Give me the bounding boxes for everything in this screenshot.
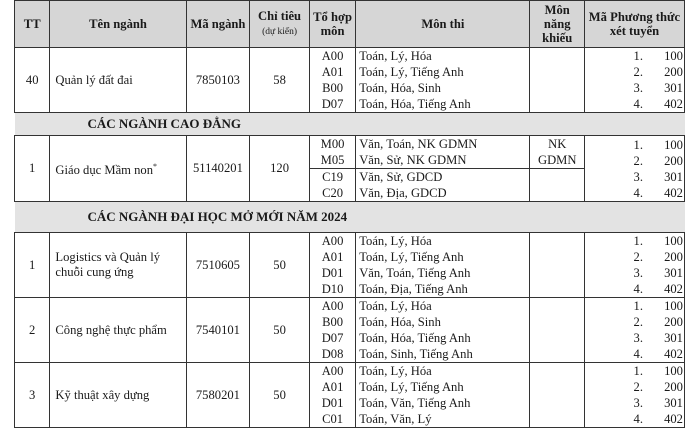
row-combo-subjects: Văn, Toán, NK GDMN Văn, Sử, NK GDMN Văn, Sử, GDCD Văn, Địa, GDCD — [356, 136, 530, 202]
admission-table — [14, 0, 685, 428]
row-combo-codes: A00 A01 D01 D10 — [309, 233, 355, 298]
row-major-name: Kỹ thuật xây dựng — [50, 363, 186, 428]
row-aptitude — [530, 298, 585, 363]
header-mon-thi: Môn thi — [356, 1, 530, 48]
row-quota: 120 — [250, 136, 310, 202]
row-tt: 3 — [15, 363, 50, 428]
header-mon-nang-khieu: Môn năng khiếu — [530, 1, 585, 48]
table-row — [15, 136, 685, 202]
row-combo-subjects: Toán, Lý, Hóa Toán, Lý, Tiếng Anh Toán, Văn, Tiếng Anh Toán, Văn, Lý — [356, 363, 530, 428]
row-aptitude — [530, 233, 585, 298]
row-combo-subjects: Toán, Lý, Hóa Toán, Lý, Tiếng Anh Văn, Toán, Tiếng Anh Toán, Địa, Tiếng Anh — [356, 233, 530, 298]
row-methods: 1. 100 2. 200 3. 301 4. 402 — [584, 233, 684, 298]
header-ma-nganh: Mã ngành — [186, 1, 250, 48]
row-major-code: 7850103 — [186, 48, 250, 113]
row-aptitude — [530, 363, 585, 428]
section-title: CÁC NGÀNH CAO ĐẲNG — [15, 113, 685, 136]
header-to-hop: Tổ hợp môn — [309, 1, 355, 48]
row-combo-codes: A00 A01 D01 C01 — [309, 363, 355, 428]
row-major-code: 7540101 — [186, 298, 250, 363]
row-major-code: 51140201 — [186, 136, 250, 202]
section-row-cao-dang — [15, 113, 685, 136]
row-tt: 2 — [15, 298, 50, 363]
table-row — [15, 48, 685, 113]
row-major-code: 7580201 — [186, 363, 250, 428]
header-row — [15, 1, 685, 48]
header-chi-tieu: Chỉ tiêu (dự kiến) — [250, 1, 310, 48]
row-methods: 1. 100 2. 200 3. 301 4. 402 — [584, 298, 684, 363]
table-row — [15, 298, 685, 363]
row-combo-codes: A00 A01 B00 D07 — [309, 48, 355, 113]
row-major-name: Giáo dục Mầm non* — [50, 136, 186, 202]
row-combo-codes: A00 B00 D07 D08 — [309, 298, 355, 363]
table-row — [15, 363, 685, 428]
row-combo-subjects: Toán, Lý, Hóa Toán, Lý, Tiếng Anh Toán, Hóa, Sinh Toán, Hóa, Tiếng Anh — [356, 48, 530, 113]
header-phuong-thuc: Mã Phương thức xét tuyển — [584, 1, 684, 48]
row-methods: 1. 100 2. 200 3. 301 4. 402 — [584, 363, 684, 428]
section-title: CÁC NGÀNH ĐẠI HỌC MỞ MỚI NĂM 2024 — [15, 202, 685, 233]
row-major-code: 7510605 — [186, 233, 250, 298]
row-tt: 40 — [15, 48, 50, 113]
row-major-name: Công nghệ thực phẩm — [50, 298, 186, 363]
row-tt: 1 — [15, 136, 50, 202]
row-combo-codes: M00 M05 C19 C20 — [309, 136, 355, 202]
row-quota: 50 — [250, 298, 310, 363]
header-tt: TT — [15, 1, 50, 48]
header-ten-nganh: Tên ngành — [50, 1, 186, 48]
row-tt: 1 — [15, 233, 50, 298]
row-aptitude: NK GDMN — [530, 136, 585, 202]
row-major-name: Logistics và Quản lý chuỗi cung ứng — [50, 233, 186, 298]
row-major-name: Quản lý đất đai — [50, 48, 186, 113]
table-row — [15, 233, 685, 298]
section-row-mo-moi — [15, 202, 685, 233]
row-methods: 1. 100 2. 200 3. 301 4. 402 — [584, 48, 684, 113]
row-combo-subjects: Toán, Lý, Hóa Toán, Hóa, Sinh Toán, Hóa, Tiếng Anh Toán, Sinh, Tiếng Anh — [356, 298, 530, 363]
row-quota: 58 — [250, 48, 310, 113]
row-quota: 50 — [250, 363, 310, 428]
row-methods: 1. 100 2. 200 3. 301 4. 402 — [584, 136, 684, 202]
row-quota: 50 — [250, 233, 310, 298]
row-aptitude — [530, 48, 585, 113]
